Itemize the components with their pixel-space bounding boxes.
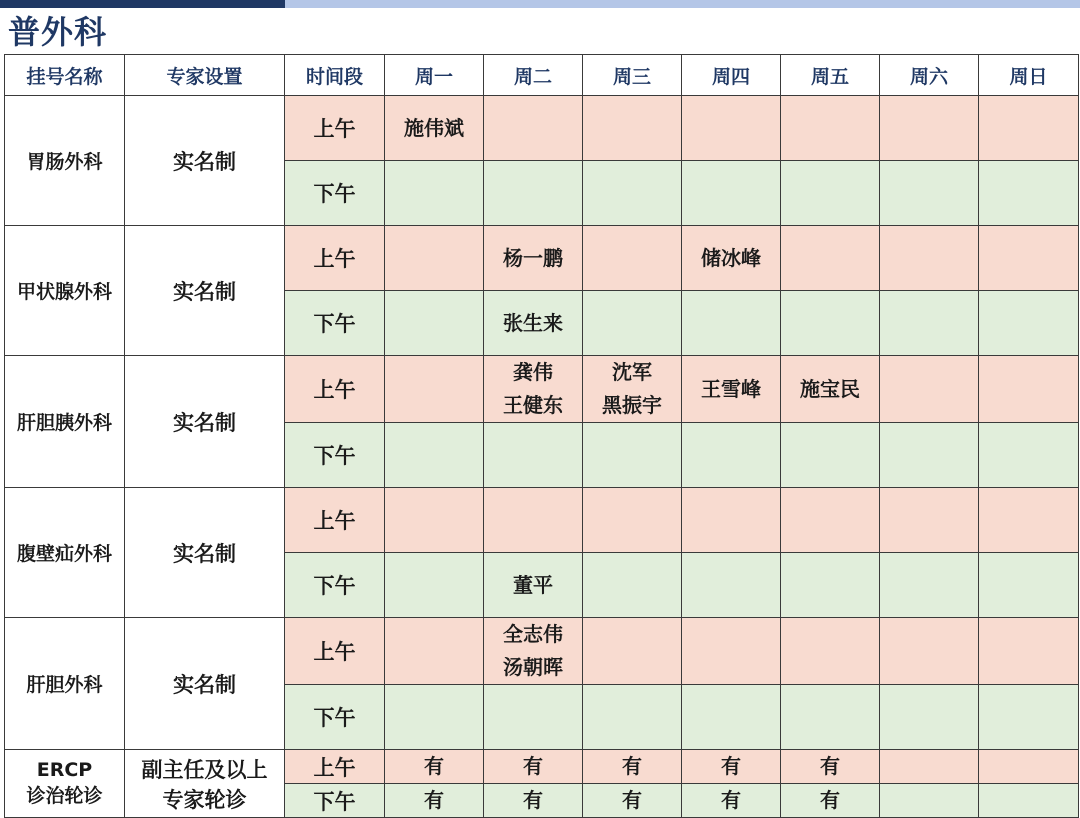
doctor-name: 有 <box>622 754 642 778</box>
department-name-line: 肝胆外科 <box>26 674 103 696</box>
department-name-line: 诊治轮诊 <box>26 785 103 807</box>
schedule-cell <box>781 488 880 553</box>
expert-setting-line: 实名制 <box>173 541 236 566</box>
schedule-cell <box>781 750 880 784</box>
schedule-cell <box>880 618 979 685</box>
department-name-line: ERCP <box>36 759 93 781</box>
schedule-table <box>4 54 1079 818</box>
schedule-cell <box>682 488 781 553</box>
expert-setting-line: 副主任及以上 <box>141 757 268 782</box>
expert-setting-line: 实名制 <box>173 672 236 697</box>
schedule-cell <box>880 161 979 226</box>
header-expert-setting: 专家设置 <box>125 55 285 96</box>
doctor-name: 储冰峰 <box>701 245 761 270</box>
time-slot-am: 上午 <box>285 356 385 423</box>
expert-setting-line: 实名制 <box>173 279 236 304</box>
schedule-cell <box>583 488 682 553</box>
expert-setting <box>125 96 285 226</box>
doctor-name: 有 <box>622 788 642 812</box>
time-slot-am: 上午 <box>285 618 385 685</box>
schedule-cell <box>385 161 484 226</box>
expert-setting <box>125 356 285 488</box>
schedule-cell <box>484 423 583 488</box>
schedule-cell <box>880 685 979 750</box>
schedule-cell <box>484 488 583 553</box>
schedule-cell <box>880 784 979 818</box>
schedule-cell <box>880 750 979 784</box>
schedule-cell <box>682 784 781 818</box>
top-accent-bar <box>0 0 1080 8</box>
header-tuesday: 周二 <box>484 55 583 96</box>
schedule-cell <box>484 291 583 356</box>
schedule-cell <box>682 750 781 784</box>
schedule-row-am <box>5 96 1079 161</box>
schedule-cell <box>781 356 880 423</box>
department-name-line: 腹壁疝外科 <box>16 543 112 565</box>
header-sunday: 周日 <box>979 55 1079 96</box>
schedule-cell <box>385 488 484 553</box>
doctor-name: 施宝民 <box>800 376 860 401</box>
schedule-cell <box>781 553 880 618</box>
schedule-row-am <box>5 488 1079 553</box>
schedule-cell <box>979 356 1079 423</box>
department-name <box>5 356 125 488</box>
schedule-cell <box>781 96 880 161</box>
schedule-cell <box>880 226 979 291</box>
schedule-cell <box>880 291 979 356</box>
schedule-cell <box>385 750 484 784</box>
time-slot-am: 上午 <box>285 488 385 553</box>
schedule-cell <box>781 618 880 685</box>
time-slot-am: 上午 <box>285 226 385 291</box>
doctor-name: 全志伟 <box>503 622 563 646</box>
doctor-name: 龚伟 <box>513 360 553 384</box>
doctor-name: 有 <box>820 788 840 812</box>
schedule-cell <box>385 291 484 356</box>
doctor-name: 有 <box>721 788 741 812</box>
schedule-cell <box>484 553 583 618</box>
department-name <box>5 488 125 618</box>
schedule-cell <box>484 784 583 818</box>
schedule-cell <box>484 685 583 750</box>
schedule-cell <box>979 226 1079 291</box>
schedule-cell <box>781 291 880 356</box>
doctor-name: 杨一鹏 <box>503 245 563 270</box>
schedule-cell <box>484 750 583 784</box>
schedule-cell <box>484 356 583 423</box>
schedule-cell <box>385 96 484 161</box>
schedule-cell <box>583 291 682 356</box>
schedule-cell <box>682 618 781 685</box>
doctor-name: 董平 <box>513 572 553 597</box>
schedule-cell <box>385 618 484 685</box>
schedule-cell <box>484 226 583 291</box>
schedule-cell <box>484 618 583 685</box>
department-name-line: 肝胆胰外科 <box>16 412 112 434</box>
schedule-cell <box>979 685 1079 750</box>
schedule-cell <box>880 96 979 161</box>
department-name <box>5 96 125 226</box>
header-time-slot: 时间段 <box>285 55 385 96</box>
header-dept-name: 挂号名称 <box>5 55 125 96</box>
schedule-cell <box>385 553 484 618</box>
schedule-cell <box>682 553 781 618</box>
accent-bar-light <box>285 0 1080 8</box>
doctor-name: 有 <box>424 788 444 812</box>
schedule-cell <box>385 784 484 818</box>
schedule-cell <box>781 685 880 750</box>
schedule-row-am <box>5 750 1079 784</box>
schedule-cell <box>682 685 781 750</box>
time-slot-pm: 下午 <box>285 423 385 488</box>
schedule-cell <box>385 423 484 488</box>
schedule-cell <box>979 96 1079 161</box>
department-name <box>5 226 125 356</box>
schedule-cell <box>682 356 781 423</box>
schedule-cell <box>583 96 682 161</box>
schedule-cell <box>979 553 1079 618</box>
schedule-cell <box>880 356 979 423</box>
schedule-row-am <box>5 356 1079 423</box>
header-wednesday: 周三 <box>583 55 682 96</box>
department-name <box>5 750 125 818</box>
expert-setting <box>125 488 285 618</box>
doctor-name: 沈军 <box>612 360 652 384</box>
schedule-cell <box>583 685 682 750</box>
time-slot-am: 上午 <box>285 96 385 161</box>
header-row <box>5 55 1079 96</box>
doctor-name: 有 <box>523 754 543 778</box>
time-slot-pm: 下午 <box>285 553 385 618</box>
header-saturday: 周六 <box>880 55 979 96</box>
expert-setting <box>125 226 285 356</box>
time-slot-am: 上午 <box>285 750 385 784</box>
header-friday: 周五 <box>781 55 880 96</box>
doctor-name: 王健东 <box>503 393 563 417</box>
schedule-cell <box>880 488 979 553</box>
schedule-cell <box>583 618 682 685</box>
schedule-cell <box>682 96 781 161</box>
schedule-cell <box>682 291 781 356</box>
schedule-cell <box>385 356 484 423</box>
department-name <box>5 618 125 750</box>
schedule-row-am <box>5 226 1079 291</box>
schedule-cell <box>682 226 781 291</box>
time-slot-pm: 下午 <box>285 685 385 750</box>
doctor-name: 黑振宇 <box>602 393 662 417</box>
schedule-cell <box>682 161 781 226</box>
schedule-cell <box>484 161 583 226</box>
expert-setting-line: 实名制 <box>173 410 236 435</box>
expert-setting-line: 专家轮诊 <box>162 787 247 812</box>
schedule-cell <box>484 96 583 161</box>
schedule-cell <box>583 423 682 488</box>
expert-setting <box>125 750 285 818</box>
expert-setting <box>125 618 285 750</box>
header-monday: 周一 <box>385 55 484 96</box>
time-slot-pm: 下午 <box>285 291 385 356</box>
schedule-cell <box>781 226 880 291</box>
doctor-name: 有 <box>523 788 543 812</box>
schedule-cell <box>781 161 880 226</box>
doctor-name: 有 <box>721 754 741 778</box>
schedule-cell <box>583 356 682 423</box>
schedule-body <box>5 96 1079 818</box>
schedule-cell <box>583 784 682 818</box>
schedule-cell <box>979 750 1079 784</box>
department-name-line: 胃肠外科 <box>26 151 103 173</box>
schedule-cell <box>583 553 682 618</box>
schedule-cell <box>979 161 1079 226</box>
header-thursday: 周四 <box>682 55 781 96</box>
time-slot-pm: 下午 <box>285 161 385 226</box>
schedule-cell <box>880 423 979 488</box>
time-slot-pm: 下午 <box>285 784 385 818</box>
doctor-name: 汤朝晖 <box>503 655 563 679</box>
schedule-cell <box>385 226 484 291</box>
schedule-cell <box>583 161 682 226</box>
accent-bar-dark <box>0 0 285 8</box>
schedule-cell <box>979 488 1079 553</box>
schedule-row-am <box>5 618 1079 685</box>
schedule-cell <box>385 685 484 750</box>
doctor-name: 有 <box>820 754 840 778</box>
schedule-cell <box>979 423 1079 488</box>
doctor-name: 施伟斌 <box>404 115 464 140</box>
schedule-cell <box>583 226 682 291</box>
expert-setting-line: 实名制 <box>173 149 236 174</box>
schedule-cell <box>583 750 682 784</box>
schedule-cell <box>682 423 781 488</box>
page-title: 普外科 <box>8 13 108 51</box>
doctor-name: 有 <box>424 754 444 778</box>
department-name-line: 甲状腺外科 <box>16 281 112 303</box>
doctor-name: 张生来 <box>503 310 563 335</box>
doctor-name: 王雪峰 <box>701 376 761 401</box>
schedule-cell <box>781 423 880 488</box>
schedule-cell <box>880 553 979 618</box>
schedule-cell <box>781 784 880 818</box>
schedule-cell <box>979 291 1079 356</box>
schedule-cell <box>979 784 1079 818</box>
schedule-cell <box>979 618 1079 685</box>
